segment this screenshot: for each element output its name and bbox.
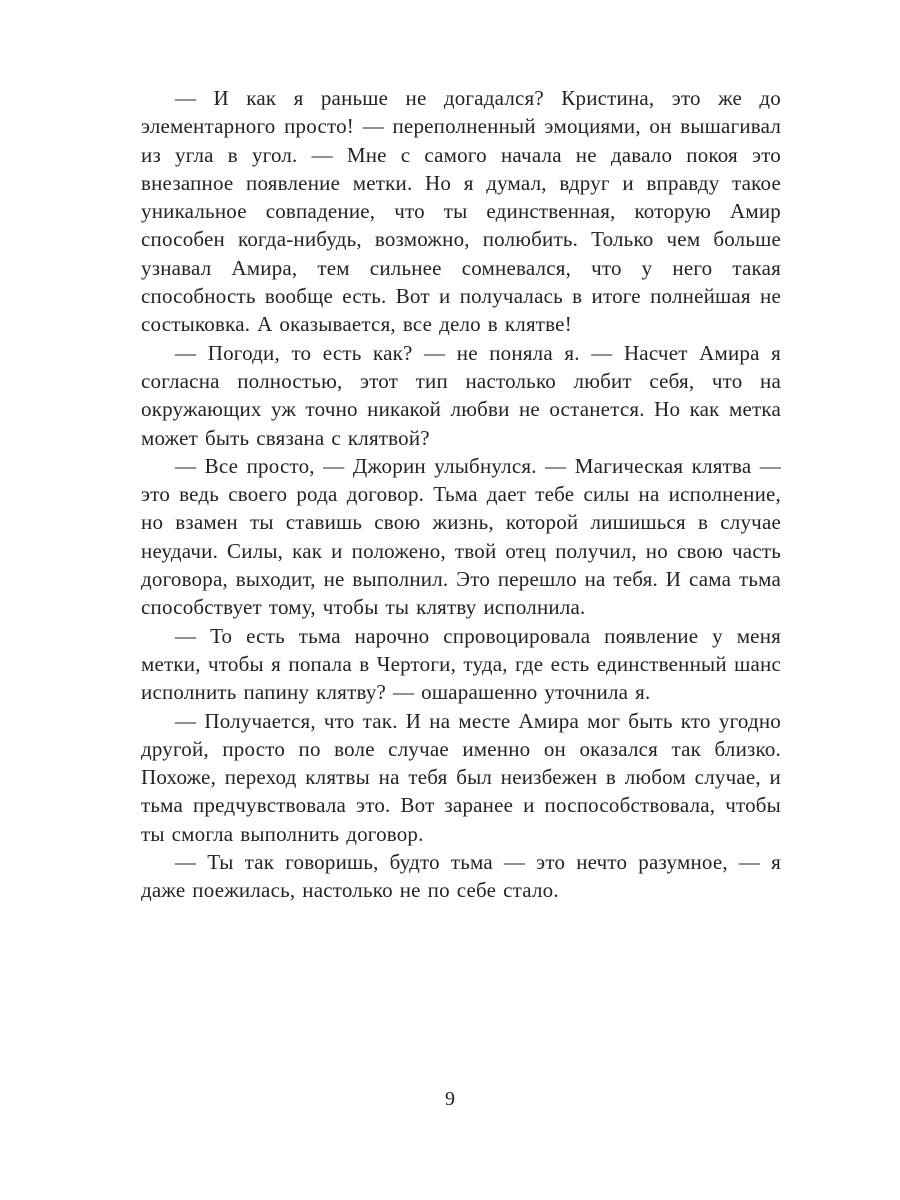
paragraph: — Все просто, — Джорин улыбнулся. — Магическая клятва — это ведь своего рода договор. Тьма дает тебе силы на исполнение, но взамен ты ставишь свою жизнь, которой лишишься в случае неудачи. Силы, как и положено, твой отец получил, но свою часть договора, выходит, не выполнил. Это перешло на тебя. И сама тьма способствует тому, чтобы ты клятву исполнила. <box>141 453 781 620</box>
page-number: 9 <box>445 1088 455 1110</box>
page-footer <box>0 1088 900 1111</box>
paragraph: — Получается, что так. И на месте Амира мог быть кто угодно другой, просто по воле случае именно он оказался так близко. Похоже, переход клятвы на тебя был неизбежен в любом случае, и тьма предчувствовала это. Вот заранее и поспособствовала, чтобы ты смогла выполнить договор. <box>141 708 781 846</box>
paragraph: — Ты так говоришь, будто тьма — это нечто разумное, — я даже поежилась, настолько не по себе стало. <box>141 850 781 903</box>
paragraph: — И как я раньше не догадался? Кристина, это же до элементарного просто! — переполненный эмоциями, он вышагивал из угла в угол. — Мне с самого начала не давало покоя это внезапное появление метки. Но я думал, вдруг и вправду такое уникальное совпадение, что ты единственная, которую Амир способен когда-нибудь, возможно, полюбить. Только чем больше узнавал Амира, тем сильнее сомневался, что у него такая способность вообще есть. Вот и получалась в итоге полнейшая не состыковка. А оказывается, все дело в клятве! <box>141 86 781 337</box>
page-text-block <box>141 84 781 905</box>
paragraph: — То есть тьма нарочно спровоцировала появление у меня метки, чтобы я попала в Чертоги, туда, где есть единственный шанс исполнить папину клятву? — ошарашенно уточнила я. <box>141 623 781 705</box>
paragraph: — Погоди, то есть как? — не поняла я. — Насчет Амира я согласна полностью, этот тип настолько любит себя, что на окружающих уж точно никакой любви не останется. Но как метка может быть связана с клятвой? <box>141 340 781 450</box>
